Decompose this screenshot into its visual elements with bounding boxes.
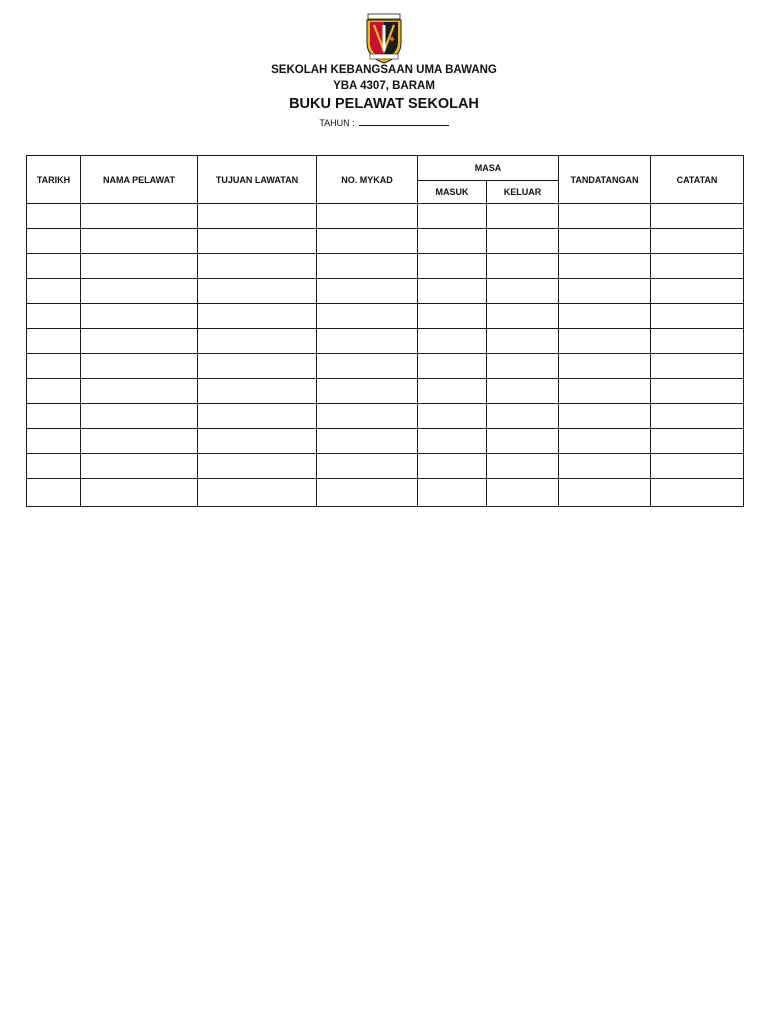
table-cell[interactable] xyxy=(198,204,317,229)
table-cell[interactable] xyxy=(418,429,487,454)
table-cell[interactable] xyxy=(559,304,651,329)
table-cell[interactable] xyxy=(317,479,418,507)
table-row xyxy=(27,254,744,279)
table-cell[interactable] xyxy=(487,254,559,279)
table-cell[interactable] xyxy=(651,454,744,479)
table-cell[interactable] xyxy=(559,204,651,229)
visitor-log-rows xyxy=(27,204,744,507)
year-field xyxy=(0,116,768,128)
table-cell[interactable] xyxy=(418,204,487,229)
table-row xyxy=(27,204,744,229)
table-cell[interactable] xyxy=(487,479,559,507)
table-cell[interactable] xyxy=(559,479,651,507)
table-cell[interactable] xyxy=(487,429,559,454)
table-cell[interactable] xyxy=(559,254,651,279)
column-header-masuk: MASUK xyxy=(418,181,487,204)
table-cell[interactable] xyxy=(418,479,487,507)
table-cell[interactable] xyxy=(418,304,487,329)
table-cell[interactable] xyxy=(418,279,487,304)
table-cell[interactable] xyxy=(81,404,198,429)
table-cell[interactable] xyxy=(81,479,198,507)
table-row xyxy=(27,429,744,454)
table-cell[interactable] xyxy=(27,379,81,404)
table-cell[interactable] xyxy=(27,404,81,429)
table-cell[interactable] xyxy=(317,329,418,354)
table-cell[interactable] xyxy=(317,254,418,279)
table-cell[interactable] xyxy=(487,329,559,354)
table-cell[interactable] xyxy=(317,279,418,304)
table-cell[interactable] xyxy=(198,454,317,479)
table-cell[interactable] xyxy=(317,379,418,404)
table-cell[interactable] xyxy=(317,354,418,379)
table-cell[interactable] xyxy=(27,329,81,354)
year-blank-line xyxy=(359,116,449,126)
table-row xyxy=(27,279,744,304)
table-row xyxy=(27,479,744,507)
table-row xyxy=(27,404,744,429)
table-cell[interactable] xyxy=(559,279,651,304)
table-cell[interactable] xyxy=(651,279,744,304)
table-cell[interactable] xyxy=(487,404,559,429)
table-cell[interactable] xyxy=(198,479,317,507)
table-cell[interactable] xyxy=(81,329,198,354)
visitor-log-table xyxy=(26,155,744,507)
table-cell[interactable] xyxy=(487,229,559,254)
table-cell[interactable] xyxy=(27,354,81,379)
table-cell[interactable] xyxy=(559,429,651,454)
table-cell[interactable] xyxy=(317,229,418,254)
table-cell[interactable] xyxy=(487,279,559,304)
table-cell[interactable] xyxy=(559,354,651,379)
table-cell[interactable] xyxy=(27,304,81,329)
table-cell[interactable] xyxy=(81,279,198,304)
document-title: BUKU PELAWAT SEKOLAH xyxy=(289,96,479,112)
table-cell[interactable] xyxy=(198,304,317,329)
table-cell[interactable] xyxy=(317,404,418,429)
table-cell[interactable] xyxy=(27,454,81,479)
table-cell[interactable] xyxy=(81,204,198,229)
table-cell[interactable] xyxy=(317,304,418,329)
table-cell[interactable] xyxy=(81,304,198,329)
table-cell[interactable] xyxy=(81,229,198,254)
table-cell[interactable] xyxy=(317,454,418,479)
table-cell[interactable] xyxy=(81,354,198,379)
table-cell[interactable] xyxy=(487,379,559,404)
table-cell[interactable] xyxy=(81,454,198,479)
table-cell[interactable] xyxy=(198,354,317,379)
table-cell[interactable] xyxy=(651,254,744,279)
table-cell[interactable] xyxy=(198,279,317,304)
column-header-tarikh: TARIKH xyxy=(27,156,81,204)
table-row xyxy=(27,304,744,329)
table-cell[interactable] xyxy=(198,254,317,279)
table-cell[interactable] xyxy=(317,204,418,229)
table-cell[interactable] xyxy=(651,429,744,454)
table-cell[interactable] xyxy=(317,429,418,454)
table-cell[interactable] xyxy=(651,479,744,507)
table-cell[interactable] xyxy=(27,254,81,279)
table-cell[interactable] xyxy=(487,304,559,329)
column-header-catatan: CATATAN xyxy=(651,156,744,204)
table-row xyxy=(27,379,744,404)
table-cell[interactable] xyxy=(651,204,744,229)
table-cell[interactable] xyxy=(559,404,651,429)
table-cell[interactable] xyxy=(418,329,487,354)
table-cell[interactable] xyxy=(27,229,81,254)
table-cell[interactable] xyxy=(559,454,651,479)
table-cell[interactable] xyxy=(198,379,317,404)
table-cell[interactable] xyxy=(559,229,651,254)
table-cell[interactable] xyxy=(27,429,81,454)
table-row xyxy=(27,329,744,354)
table-cell[interactable] xyxy=(27,204,81,229)
table-cell[interactable] xyxy=(198,329,317,354)
column-header-keluar: KELUAR xyxy=(487,181,559,204)
table-row xyxy=(27,229,744,254)
table-cell[interactable] xyxy=(651,354,744,379)
table-row xyxy=(27,354,744,379)
column-header-masa: MASA xyxy=(418,156,559,181)
table-cell[interactable] xyxy=(418,254,487,279)
school-name: SEKOLAH KEBANGSAAN UMA BAWANG xyxy=(271,64,497,76)
column-header-tandatangan: TANDATANGAN xyxy=(559,156,651,204)
table-cell[interactable] xyxy=(198,404,317,429)
table-cell[interactable] xyxy=(418,379,487,404)
table-cell[interactable] xyxy=(198,229,317,254)
table-cell[interactable] xyxy=(27,479,81,507)
table-cell[interactable] xyxy=(651,304,744,329)
table-cell[interactable] xyxy=(81,429,198,454)
table-cell[interactable] xyxy=(651,329,744,354)
table-cell[interactable] xyxy=(559,329,651,354)
school-code: YBA 4307, BARAM xyxy=(333,80,435,92)
table-cell[interactable] xyxy=(418,354,487,379)
table-row xyxy=(27,454,744,479)
school-crest-logo xyxy=(362,13,406,65)
column-header-nama-pelawat: NAMA PELAWAT xyxy=(81,156,198,204)
table-cell[interactable] xyxy=(559,379,651,404)
table-cell[interactable] xyxy=(81,254,198,279)
table-cell[interactable] xyxy=(418,229,487,254)
table-cell[interactable] xyxy=(651,404,744,429)
table-cell[interactable] xyxy=(487,354,559,379)
table-cell[interactable] xyxy=(198,429,317,454)
table-cell[interactable] xyxy=(81,379,198,404)
column-header-tujuan-lawatan: TUJUAN LAWATAN xyxy=(198,156,317,204)
table-cell[interactable] xyxy=(27,279,81,304)
year-label: TAHUN : xyxy=(319,118,355,128)
table-cell[interactable] xyxy=(418,454,487,479)
column-header-no-mykad: NO. MYKAD xyxy=(317,156,418,204)
table-cell[interactable] xyxy=(651,379,744,404)
table-cell[interactable] xyxy=(651,229,744,254)
table-cell[interactable] xyxy=(487,204,559,229)
table-cell[interactable] xyxy=(487,454,559,479)
table-cell[interactable] xyxy=(418,404,487,429)
